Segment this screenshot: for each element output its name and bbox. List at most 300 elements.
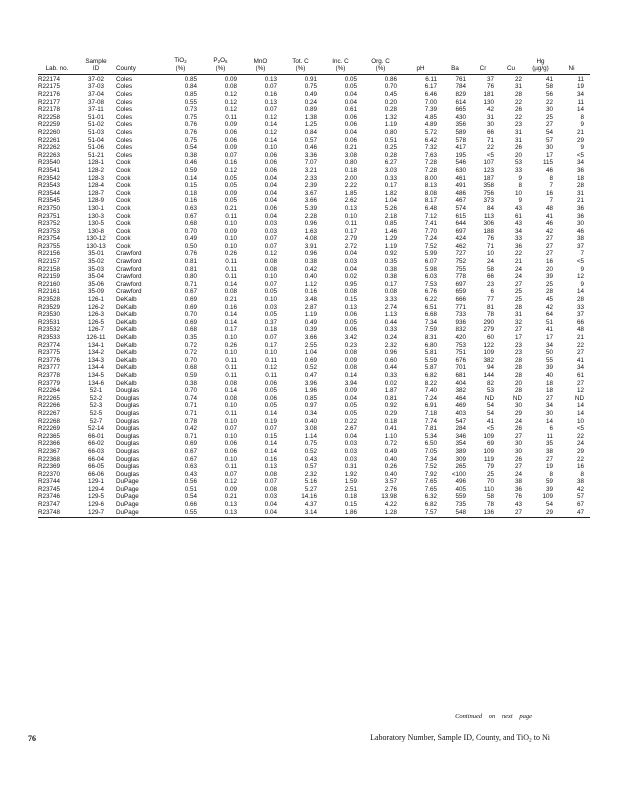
table-cell: 28 [514, 356, 522, 364]
table-cell: 733 [455, 311, 466, 319]
table-cell: 405 [455, 485, 466, 493]
table-cell: 0.75 [304, 440, 317, 448]
table-row [38, 197, 590, 205]
table-cell: 0.16 [224, 303, 237, 311]
table-cell: R23744 [38, 478, 61, 486]
table-cell: 0.05 [344, 402, 357, 410]
table-cell: 727 [455, 250, 466, 258]
table-cell: R23543 [38, 182, 61, 190]
table-cell: <5 [486, 151, 494, 159]
table-cell: 665 [455, 106, 466, 114]
table-cell: 14 [576, 402, 584, 410]
table-cell: 7.24 [424, 235, 437, 243]
table-cell: 614 [455, 98, 466, 106]
table-cell: 30 [514, 402, 522, 410]
table-cell: R23774 [38, 341, 61, 349]
table-row [38, 372, 590, 380]
table-cell: 358 [483, 182, 494, 190]
table-cell: Coles [116, 106, 133, 114]
table-cell: R22258 [38, 113, 61, 121]
table-cell: 1.38 [304, 113, 317, 121]
table-cell: 0.03 [264, 493, 277, 501]
table-cell: 54 [486, 409, 494, 417]
table-cell: 1.85 [344, 189, 357, 197]
table-cell: 8 [549, 174, 553, 182]
table-cell: 0.76 [184, 250, 197, 258]
table-cell: 37-04 [87, 91, 105, 98]
table-row [38, 357, 590, 365]
table-cell: 50 [545, 349, 553, 357]
table-cell: Coles [116, 113, 133, 121]
table-cell: 0.07 [264, 425, 277, 433]
table-cell: 38 [576, 478, 584, 486]
table-cell: Cook [116, 166, 131, 174]
table-cell: 0.06 [264, 379, 277, 387]
table-cell: 1.04 [304, 349, 317, 357]
table-cell: 7.28 [424, 159, 437, 167]
table-cell: 67 [576, 501, 584, 509]
table-cell: 2.32 [304, 470, 317, 478]
table-row [38, 418, 590, 426]
col-ba: Ba [444, 65, 472, 74]
table-row [38, 137, 590, 145]
table-cell: 1.32 [384, 113, 397, 121]
table-cell: R22156 [38, 250, 61, 258]
table-cell: 54 [486, 402, 494, 410]
table-cell: 79 [486, 463, 494, 471]
table-cell: R22265 [38, 394, 61, 402]
table-cell: 630 [455, 166, 466, 174]
table-cell: 14 [545, 417, 553, 425]
table-cell: 0.42 [304, 265, 317, 273]
table-cell: 6.46 [424, 91, 437, 98]
table-cell: 21 [576, 197, 584, 205]
table-row [38, 152, 590, 160]
table-cell: 0.51 [184, 485, 197, 493]
table-cell: 48 [545, 204, 553, 212]
table-cell: 0.04 [344, 98, 357, 106]
table-cell: 0.07 [264, 235, 277, 243]
table-cell: 0.12 [264, 113, 277, 121]
table-cell: 31 [514, 311, 522, 319]
table-cell: 547 [455, 417, 466, 425]
table-cell: 0.04 [264, 174, 277, 182]
table-cell: R22161 [38, 288, 61, 296]
table-cell: 27 [545, 394, 553, 402]
table-cell: 8.00 [424, 174, 437, 182]
table-cell: 0.96 [304, 250, 317, 258]
table-cell: 54 [545, 128, 553, 136]
table-cell: 128-3 [87, 174, 105, 182]
table-cell: 21 [576, 334, 584, 341]
table-cell: 0.14 [264, 409, 277, 417]
table-cell: 18 [545, 379, 553, 387]
table-cell: 0.63 [184, 463, 197, 471]
col-mno: MnO [253, 58, 268, 65]
table-cell: DeKalb [116, 356, 137, 364]
table-cell: 130-13 [86, 242, 106, 250]
table-cell: 1.25 [304, 121, 317, 129]
table-cell: 76 [486, 235, 494, 243]
table-cell: 0.67 [184, 455, 197, 463]
table-cell: 0.40 [304, 273, 317, 281]
unit-tio2: (%) [164, 65, 204, 74]
table-cell: 7.74 [424, 417, 437, 425]
table-cell: 36 [576, 166, 584, 174]
table-cell: 0.15 [264, 432, 277, 440]
table-cell: 5.59 [424, 356, 437, 364]
table-row [38, 83, 590, 91]
table-cell: 0.13 [264, 98, 277, 106]
table-cell: 126-2 [87, 303, 105, 311]
table-cell: 0.05 [264, 402, 277, 410]
col-tot-c: Tot. C [292, 58, 309, 65]
table-cell: 0.10 [224, 349, 237, 357]
table-cell: R22269 [38, 425, 61, 433]
table-cell: 41 [576, 356, 584, 364]
table-cell: 0.07 [224, 470, 237, 478]
table-cell: 0.06 [344, 311, 357, 319]
table-cell: 52-14 [87, 425, 105, 433]
table-cell: 752 [455, 258, 466, 266]
table-cell: 58 [486, 493, 494, 501]
table-cell: 3.42 [344, 334, 357, 341]
table-cell: 28 [514, 303, 522, 311]
table-cell: 0.78 [184, 417, 197, 425]
table-cell: 0.34 [304, 409, 317, 417]
table-cell: 0.75 [304, 83, 317, 91]
table-row [38, 190, 590, 198]
table-cell: 0.81 [184, 258, 197, 266]
table-cell: 130 [483, 98, 494, 106]
table-row [38, 258, 590, 266]
table-cell: 27 [545, 242, 553, 250]
table-cell: 0.91 [304, 75, 317, 83]
table-cell: 41 [486, 417, 494, 425]
table-cell: 0.06 [224, 440, 237, 448]
table-cell: 59 [545, 478, 553, 486]
table-cell: 25 [514, 296, 522, 304]
table-cell: 22 [514, 113, 522, 121]
table-cell: 0.18 [344, 493, 357, 501]
table-cell: 496 [455, 478, 466, 486]
table-cell: 27 [514, 432, 522, 440]
table-cell: 0.37 [264, 318, 277, 326]
table-row [38, 182, 590, 190]
table-cell: 56 [545, 91, 553, 98]
table-cell: 7.53 [424, 280, 437, 288]
table-cell: 2.32 [384, 341, 397, 349]
table-row [38, 296, 590, 304]
table-row [38, 364, 590, 372]
table-cell: 17 [545, 151, 553, 159]
table-cell: 45 [545, 296, 553, 304]
table-cell: R22159 [38, 273, 61, 281]
table-cell: 43 [514, 501, 522, 509]
col-ph: pH [404, 65, 444, 74]
table-cell: 51-02 [87, 121, 105, 129]
table-cell: 28 [514, 387, 522, 395]
table-cell: 6.42 [424, 136, 437, 144]
table-cell: 34 [545, 341, 553, 349]
table-cell: 35-06 [87, 280, 105, 288]
table-cell: 30 [545, 409, 553, 417]
table-cell: Cook [116, 159, 131, 167]
table-cell: 0.56 [184, 478, 197, 486]
table-cell: 134-1 [87, 341, 105, 349]
table-cell: 109 [542, 493, 553, 501]
table-cell: 21 [514, 258, 522, 266]
table-cell: 35-01 [87, 250, 105, 258]
table-cell: 28 [514, 371, 522, 379]
table-cell: DeKalb [116, 326, 137, 334]
table-cell: 27 [576, 349, 584, 357]
table-cell: R22260 [38, 128, 61, 136]
table-cell: 128-1 [87, 159, 105, 167]
table-cell: 0.14 [184, 174, 197, 182]
table-cell: 0.10 [224, 455, 237, 463]
table-cell: 8 [518, 182, 522, 190]
table-cell: 128-4 [87, 182, 105, 190]
table-cell: 20 [545, 265, 553, 273]
table-cell: R23754 [38, 235, 61, 243]
table-cell: 30 [545, 106, 553, 114]
table-cell: 54 [545, 501, 553, 509]
table-cell: 35-04 [87, 273, 105, 281]
table-cell: 46 [545, 166, 553, 174]
table-cell: 31 [514, 83, 522, 91]
table-cell: 0.16 [264, 91, 277, 98]
table-cell: DeKalb [116, 318, 137, 326]
table-cell: 0.12 [224, 106, 237, 114]
table-cell: 0.40 [384, 470, 397, 478]
table-cell: 69 [486, 440, 494, 448]
table-cell: 8.08 [424, 189, 437, 197]
table-cell: 39 [545, 485, 553, 493]
table-cell: 25 [545, 280, 553, 288]
table-row [38, 319, 590, 327]
table-cell: 1.19 [384, 242, 397, 250]
table-cell: 66-04 [87, 455, 105, 463]
table-cell: 12 [576, 273, 584, 281]
col-county: County [116, 65, 164, 74]
table-cell: 0.06 [264, 159, 277, 167]
table-cell: 0.11 [225, 463, 237, 471]
table-cell: 0.14 [264, 447, 277, 455]
table-cell: 2.79 [344, 235, 357, 243]
table-cell: Douglas [116, 425, 140, 433]
table-cell: 3.08 [304, 425, 317, 433]
table-cell: 24 [486, 258, 494, 266]
data-table [38, 57, 590, 518]
table-cell: Douglas [116, 417, 140, 425]
table-cell: Douglas [116, 470, 140, 478]
table-cell: 5.72 [424, 128, 437, 136]
table-cell: 24 [576, 440, 584, 448]
table-cell: DeKalb [116, 364, 137, 372]
table-cell: 7.57 [404, 509, 444, 518]
table-row [38, 425, 590, 433]
table-cell: 6.82 [424, 501, 437, 509]
table-cell: 7.70 [424, 227, 437, 235]
table-cell: 7.00 [424, 98, 437, 106]
table-cell: 8.22 [424, 379, 437, 387]
table-cell: 14 [576, 106, 584, 114]
table-cell: 22 [576, 341, 584, 349]
table-cell: 57 [545, 136, 553, 144]
table-cell: 0.04 [344, 432, 357, 440]
table-cell: Cook [116, 220, 131, 228]
table-cell: 0.06 [224, 128, 237, 136]
table-cell: 346 [455, 432, 466, 440]
table-cell: 5.87 [424, 364, 437, 372]
table-cell: 0.11 [225, 258, 237, 266]
table-cell: 22 [576, 455, 584, 463]
table-cell: 4.22 [384, 501, 397, 509]
table-cell: 28 [514, 91, 522, 98]
table-cell: 66-03 [87, 447, 105, 455]
table-cell: R22261 [38, 136, 61, 144]
table-cell: 8 [580, 470, 584, 478]
table-cell: 31 [576, 189, 584, 197]
table-cell: 0.52 [304, 364, 317, 372]
table-cell: 126-7 [87, 326, 105, 334]
col-sample-top: Sample [85, 58, 107, 65]
table-cell: Cook [116, 204, 131, 212]
table-cell: 109 [483, 447, 494, 455]
table-cell: 0.08 [224, 83, 237, 91]
table-cell: 0.07 [264, 242, 277, 250]
table-row [38, 91, 590, 99]
col-ni: Ni [559, 65, 590, 74]
table-cell: 22 [514, 98, 522, 106]
table-cell: 2.76 [384, 485, 397, 493]
table-cell: 136 [472, 509, 500, 518]
table-cell: 0.31 [344, 463, 357, 471]
table-cell: 5.26 [384, 204, 397, 212]
table-cell: 0.26 [384, 463, 397, 471]
table-cell: Douglas [116, 432, 140, 440]
table-cell: 666 [455, 296, 466, 304]
table-cell: 29 [528, 509, 559, 518]
unit-org-c: (%) [364, 65, 404, 74]
table-cell: 0.18 [384, 417, 397, 425]
table-cell: R23776 [38, 356, 61, 364]
table-cell: 14.16 [301, 493, 317, 501]
table-cell: 6.48 [424, 204, 437, 212]
table-cell: 751 [455, 349, 466, 357]
table-cell: 27 [545, 121, 553, 129]
table-cell: 2.00 [344, 174, 357, 182]
table-cell: R22268 [38, 417, 61, 425]
col-tio2: TiO$_2$ [174, 57, 187, 64]
table-cell: 0.07 [264, 280, 277, 288]
table-cell: <5 [576, 151, 584, 159]
table-cell: 51-06 [87, 144, 105, 152]
table-cell: 0.14 [264, 136, 277, 144]
table-cell: 0.08 [264, 258, 277, 266]
table-cell: 0.71 [184, 409, 197, 417]
table-cell: 0.07 [264, 334, 277, 341]
table-cell: 23 [514, 121, 522, 129]
table-cell: 38 [514, 478, 522, 486]
table-cell: 0.06 [344, 121, 357, 129]
table-cell: 5.99 [424, 250, 437, 258]
table-cell: 3.66 [304, 334, 317, 341]
table-cell: 7.18 [424, 409, 437, 417]
table-row [38, 167, 590, 175]
table-cell: 0.09 [224, 121, 237, 129]
table-cell: 9 [580, 265, 584, 273]
table-cell: 3.14 [284, 509, 324, 518]
table-cell: 126-11 [86, 334, 106, 341]
table-cell: 0.66 [184, 501, 197, 509]
table-cell: 134-2 [87, 349, 105, 357]
table-row [38, 395, 590, 403]
table-cell: 0.12 [264, 250, 277, 258]
table-cell: 6.03 [424, 273, 437, 281]
table-cell: 0.84 [184, 83, 197, 91]
table-cell: 0.07 [264, 83, 277, 91]
table-cell: 0.67 [184, 212, 197, 220]
table-cell: 0.05 [264, 311, 277, 319]
table-cell: DeKalb [116, 334, 137, 341]
table-cell: R22369 [38, 463, 61, 471]
table-cell: 2.72 [344, 242, 357, 250]
table-cell: 0.08 [384, 288, 397, 296]
table-cell: 0.72 [184, 341, 197, 349]
table-cell: 0.67 [184, 447, 197, 455]
table-cell: 0.80 [184, 273, 197, 281]
col-hg-top: Hg [536, 58, 545, 65]
table-cell: 0.18 [184, 189, 197, 197]
table-cell: 0.10 [344, 212, 357, 220]
table-row [38, 114, 590, 122]
table-cell: 1.96 [304, 387, 317, 395]
table-cell: 0.39 [304, 326, 317, 334]
table-cell: Coles [116, 144, 133, 152]
table-cell: 832 [455, 326, 466, 334]
table-cell: 27 [514, 326, 522, 334]
table-cell: 6.82 [424, 371, 437, 379]
table-cell: 130-3 [87, 212, 105, 220]
table-cell: 70 [486, 478, 494, 486]
table-cell: R23779 [38, 379, 61, 387]
table-cell: 486 [455, 189, 466, 197]
table-cell: 27 [500, 509, 528, 518]
table-cell: 0.55 [184, 98, 197, 106]
table-cell: 0.04 [344, 128, 357, 136]
table-cell: 7.32 [424, 144, 437, 152]
table-cell: Cook [116, 197, 131, 205]
table-cell: 0.07 [264, 478, 277, 486]
table-cell: R23751 [38, 212, 61, 220]
table-cell: 35-03 [87, 265, 105, 273]
table-cell: R23541 [38, 166, 61, 174]
table-cell: 1.14 [304, 432, 317, 440]
table-cell: 0.44 [384, 318, 397, 326]
table-cell: 0.81 [184, 265, 197, 273]
table-cell: 7.40 [424, 387, 437, 395]
table-cell: 84 [486, 204, 494, 212]
table-cell: 7.34 [424, 455, 437, 463]
table-cell: 33 [576, 303, 584, 311]
table-cell: Crawford [116, 273, 142, 281]
table-cell: R22368 [38, 455, 61, 463]
table-cell: 6.11 [425, 75, 437, 83]
table-cell: 4.08 [304, 235, 317, 243]
table-cell: 2.51 [344, 485, 357, 493]
